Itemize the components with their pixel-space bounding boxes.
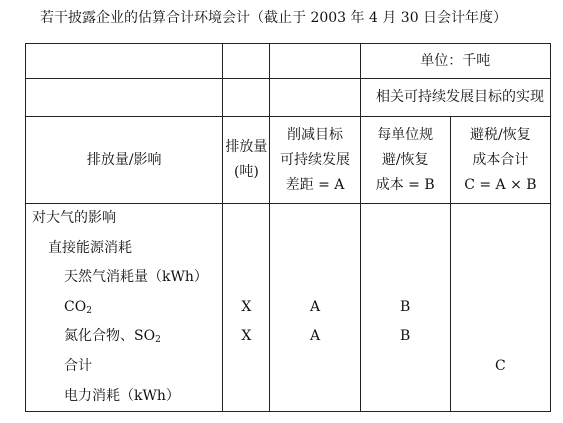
- label-text: CO: [64, 298, 87, 315]
- header-line: C = A × B: [464, 176, 537, 193]
- label-text: 氮化合物、SO: [64, 328, 156, 345]
- column-header-row: [26, 117, 551, 204]
- cell-value: [361, 352, 450, 382]
- cell-value: [361, 382, 450, 412]
- header-line: 成本 = B: [375, 176, 435, 193]
- related-goal-row: [26, 79, 551, 117]
- cell-value: [270, 204, 359, 234]
- empty-cell: [26, 44, 223, 79]
- header-unit-cost-b: [360, 117, 450, 204]
- header-line: 排放量: [225, 139, 268, 155]
- empty-cell: [270, 44, 360, 79]
- cell-value: [361, 204, 450, 234]
- header-total-cost-c: [450, 117, 550, 204]
- cell-value: A: [309, 298, 321, 315]
- related-goal-header: 相关可持续发展目标的实现: [360, 79, 550, 117]
- cell-value: [223, 263, 269, 293]
- cell-value: [361, 263, 450, 293]
- header-line: (吨): [233, 164, 259, 180]
- cell-value: C: [495, 357, 506, 374]
- label-column: [26, 204, 223, 412]
- cell-value: [451, 293, 550, 323]
- gap-a-column: [270, 204, 360, 412]
- cell-value: A: [309, 328, 321, 345]
- cell-value: [451, 204, 550, 234]
- row-label: [26, 293, 222, 323]
- header-line: 每单位规: [377, 126, 434, 143]
- page-title: 若干披露企业的估算合计环境会计（截止于 2003 年 4 月 30 日会计年度）: [40, 10, 508, 26]
- unit-row: [26, 44, 551, 79]
- cell-value: B: [400, 328, 411, 345]
- cell-value: [223, 234, 269, 264]
- empty-cell: [223, 44, 270, 79]
- cell-value: [451, 263, 550, 293]
- cell-value: [361, 234, 450, 264]
- total-cost-c-column: [450, 204, 550, 412]
- cell-value: [270, 382, 359, 412]
- row-label: 直接能源消耗: [48, 239, 132, 256]
- header-gap-a: [270, 117, 360, 204]
- unit-label: 单位：千吨: [360, 44, 550, 79]
- cell-value: [223, 382, 269, 412]
- cell-value: [451, 234, 550, 264]
- cell-value: [223, 204, 269, 234]
- cell-value: X: [241, 298, 252, 315]
- row-label: 对大气的影响: [32, 210, 116, 226]
- unit-cost-b-column: [360, 204, 450, 412]
- empty-cell: [26, 79, 223, 117]
- environmental-accounting-table: [25, 43, 551, 412]
- label-subscript: 2: [155, 335, 161, 346]
- header-line: 可持续发展: [280, 151, 351, 168]
- cell-value: [270, 234, 359, 264]
- row-label: [26, 322, 222, 352]
- cell-value: B: [400, 298, 411, 315]
- header-line: 削减目标: [287, 126, 344, 143]
- cell-value: [451, 322, 550, 352]
- header-line: 成本合计: [472, 151, 529, 168]
- cell-value: [270, 263, 359, 293]
- cell-value: [451, 382, 550, 412]
- header-line: 避税/恢复: [470, 126, 531, 143]
- row-label: 天然气消耗量（kWh）: [64, 269, 208, 286]
- row-label: 电力消耗（kWh）: [64, 387, 180, 404]
- body-row: [26, 204, 551, 412]
- header-emission-impact: 排放量/影响: [26, 117, 223, 204]
- row-label: 合计: [64, 357, 92, 374]
- cell-value: [270, 352, 359, 382]
- header-line: 避/恢复: [381, 151, 429, 168]
- label-subscript: 2: [86, 305, 92, 316]
- header-line: 差距 = A: [285, 176, 345, 193]
- cell-value: [223, 352, 269, 382]
- cell-value: X: [241, 328, 252, 345]
- empty-cell: [270, 79, 360, 117]
- emission-column: [223, 204, 270, 412]
- empty-cell: [223, 79, 270, 117]
- header-emission-amount: [223, 117, 270, 204]
